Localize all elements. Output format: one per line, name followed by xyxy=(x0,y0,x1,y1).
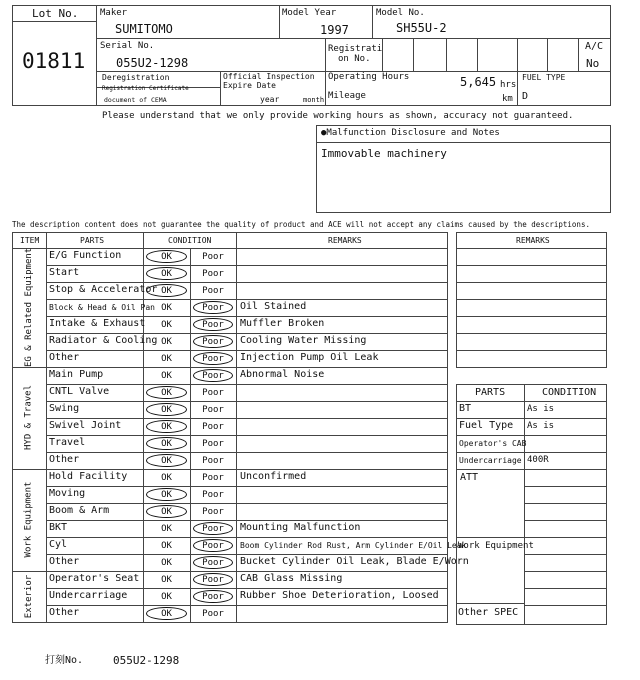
item-header: ITEM xyxy=(20,236,40,245)
right-part-condition: 400R xyxy=(527,455,549,465)
poor-selected-mark xyxy=(193,301,233,314)
ok-selected-mark xyxy=(146,403,187,416)
other-spec-label: Other SPEC xyxy=(458,607,519,618)
remark-text: Abnormal Noise xyxy=(240,369,325,380)
group-label: HYD & Travel xyxy=(23,384,34,451)
poor-selected-mark xyxy=(193,522,233,535)
part-name: Radiator & Cooling xyxy=(49,335,158,346)
ok-option: OK xyxy=(161,609,172,619)
mileage-label: Mileage xyxy=(328,91,366,101)
table-row xyxy=(46,401,448,418)
remark-text: Unconfirmed xyxy=(240,471,307,482)
poor-option: Poor xyxy=(202,388,224,398)
cema-label: document of CEMA xyxy=(104,96,167,104)
part-name: Other xyxy=(49,352,80,363)
operating-hours-value: 5,645 xyxy=(460,75,497,89)
ok-option: OK xyxy=(161,490,172,500)
poor-option: Poor xyxy=(202,252,224,262)
poor-selected-mark xyxy=(193,369,233,382)
remark-text: Cooling Water Missing xyxy=(240,335,367,346)
part-name: Block & Head & Oil Pan xyxy=(49,303,155,312)
poor-selected-mark xyxy=(193,573,233,586)
part-name: Undercarriage xyxy=(49,590,128,601)
fuel-type-value: D xyxy=(522,91,529,102)
ok-selected-mark xyxy=(146,284,187,297)
work-equipment-label: Work Equipment xyxy=(458,541,534,551)
malfunction-title: ●Malfunction Disclosure and Notes xyxy=(321,128,500,138)
inspection-label: Official Inspection xyxy=(223,72,315,81)
part-name: Stop & Accelerator xyxy=(49,284,158,295)
remark-text: CAB Glass Missing xyxy=(240,573,343,584)
registration-certificate-label: Registration Certificate xyxy=(102,85,189,92)
part-name: CNTL Valve xyxy=(49,386,110,397)
poor-option: Poor xyxy=(202,422,224,432)
poor-option: Poor xyxy=(202,269,224,279)
right-parts-header: PARTS xyxy=(475,387,506,398)
table-row xyxy=(46,435,448,452)
part-name: Start xyxy=(49,267,80,278)
footer-label: 打刻No. xyxy=(45,655,84,666)
poor-option: Poor xyxy=(202,405,224,415)
part-name: Swivel Joint xyxy=(49,420,122,431)
part-name: Other xyxy=(49,607,80,618)
right-part-name: BT xyxy=(459,403,472,414)
poor-option: Poor xyxy=(202,507,224,517)
footer-value: 055U2-1298 xyxy=(113,654,180,667)
ok-option: OK xyxy=(161,422,172,432)
deregistration-label: Deregistration xyxy=(102,73,170,82)
group-label: Work Equipment xyxy=(23,481,34,558)
poor-option: Poor xyxy=(202,320,224,330)
table-row xyxy=(46,486,448,503)
poor-selected-mark xyxy=(193,352,233,365)
registration-label-2: on No. xyxy=(338,54,371,64)
model-year-label: Model Year xyxy=(282,8,337,18)
right-part-name: Undercarriage xyxy=(459,456,522,465)
poor-option: Poor xyxy=(202,490,224,500)
remarks-frame xyxy=(456,232,607,368)
part-name: Travel xyxy=(49,437,86,448)
ok-selected-mark xyxy=(146,420,187,433)
remark-text: Boom Cylinder Rod Rust, Arm Cylinder E/Oil Leak xyxy=(240,541,467,550)
right-part-condition: As is xyxy=(527,421,555,431)
ok-selected-mark xyxy=(146,437,187,450)
lot-number: 01811 xyxy=(22,49,86,73)
poor-option: Poor xyxy=(202,303,224,313)
att-label: ATT xyxy=(460,472,479,483)
malfunction-text: Immovable machinery xyxy=(321,147,447,160)
group-label: Exterior xyxy=(23,574,34,618)
poor-selected-mark xyxy=(193,318,233,331)
part-name: Moving xyxy=(49,488,86,499)
right-remarks-header: REMARKS xyxy=(516,236,550,245)
part-name: Intake & Exhaust xyxy=(49,318,146,329)
poor-option: Poor xyxy=(202,286,224,296)
registration-label: Registrati xyxy=(328,44,383,54)
ok-option: OK xyxy=(161,405,172,415)
ok-option: OK xyxy=(161,303,172,313)
part-name: BKT xyxy=(49,522,68,533)
serial-label: Serial No. xyxy=(100,41,155,51)
poor-option: Poor xyxy=(202,337,224,347)
part-name: Hold Facility xyxy=(49,471,128,482)
ac-value: No xyxy=(586,57,600,70)
part-name: Operator's Seat xyxy=(49,573,140,584)
table-row xyxy=(46,265,448,282)
hrs-unit: hrs xyxy=(500,80,517,90)
part-name: Swing xyxy=(49,403,80,414)
poor-option: Poor xyxy=(202,473,224,483)
poor-selected-mark xyxy=(193,590,233,603)
remark-text: Injection Pump Oil Leak xyxy=(240,352,379,363)
right-part-name: Fuel Type xyxy=(459,420,514,431)
poor-option: Poor xyxy=(202,575,224,585)
ok-option: OK xyxy=(161,507,172,517)
ok-option: OK xyxy=(161,252,172,262)
ok-option: OK xyxy=(161,388,172,398)
poor-option: Poor xyxy=(202,558,224,568)
group-label: EG & Related Equipment xyxy=(23,247,34,367)
notice-text: Please understand that we only provide working hours as shown, accuracy not guaranteed. xyxy=(102,111,574,121)
inspection-label-2: Expire Date xyxy=(223,81,276,90)
poor-option: Poor xyxy=(202,371,224,381)
km-unit: km xyxy=(502,94,513,104)
part-name: Main Pump xyxy=(49,369,104,380)
parts-header: PARTS xyxy=(80,236,105,245)
month-label: month xyxy=(303,96,325,104)
ok-option: OK xyxy=(161,473,172,483)
condition-header: CONDITION xyxy=(168,236,212,245)
poor-option: Poor xyxy=(202,592,224,602)
ok-option: OK xyxy=(161,575,172,585)
fuel-type-label: FUEL TYPE xyxy=(522,73,566,82)
poor-option: Poor xyxy=(202,439,224,449)
poor-selected-mark xyxy=(193,539,233,552)
remarks-header: REMARKS xyxy=(328,236,362,245)
ok-option: OK xyxy=(161,337,172,347)
ok-option: OK xyxy=(161,354,172,364)
remark-text: Muffler Broken xyxy=(240,318,325,329)
ok-option: OK xyxy=(161,541,172,551)
serial-value: 055U2-1298 xyxy=(116,56,189,70)
ok-option: OK xyxy=(161,320,172,330)
poor-option: Poor xyxy=(202,456,224,466)
poor-option: Poor xyxy=(202,354,224,364)
ok-option: OK xyxy=(161,558,172,568)
poor-option: Poor xyxy=(202,524,224,534)
remark-text: Rubber Shoe Deterioration, Loosed xyxy=(240,590,439,601)
ok-option: OK xyxy=(161,456,172,466)
ok-selected-mark xyxy=(146,488,187,501)
right-part-condition: As is xyxy=(527,404,555,414)
ok-selected-mark xyxy=(146,505,187,518)
model-no-value: SH55U-2 xyxy=(396,21,447,35)
operating-hours-label: Operating Hours xyxy=(328,72,410,82)
ok-selected-mark xyxy=(146,250,187,263)
ok-option: OK xyxy=(161,286,172,296)
part-name: Other xyxy=(49,454,80,465)
remark-text: Oil Stained xyxy=(240,301,307,312)
remark-text: Mounting Malfunction xyxy=(240,522,361,533)
disclaimer-text: The description content does not guarantee the quality of product and ACE will not accept any claims caused by the descriptions. xyxy=(12,220,590,229)
ok-selected-mark xyxy=(146,386,187,399)
ac-label: A/C xyxy=(585,41,604,52)
maker-value: SUMITOMO xyxy=(115,22,173,36)
ok-selected-mark xyxy=(146,454,187,467)
poor-selected-mark xyxy=(193,335,233,348)
part-name: E/G Function xyxy=(49,250,122,261)
ok-option: OK xyxy=(161,371,172,381)
part-name: Boom & Arm xyxy=(49,505,110,516)
ok-option: OK xyxy=(161,592,172,602)
model-year-value: 1997 xyxy=(320,23,349,37)
ok-selected-mark xyxy=(146,607,187,620)
ok-option: OK xyxy=(161,524,172,534)
model-no-label: Model No. xyxy=(376,8,425,18)
ok-option: OK xyxy=(161,439,172,449)
part-name: Other xyxy=(49,556,80,567)
right-part-name: Operator's CAB xyxy=(459,439,527,448)
part-name: Cyl xyxy=(49,539,68,550)
table-row xyxy=(46,605,448,622)
ok-selected-mark xyxy=(146,267,187,280)
remark-text: Bucket Cylinder Oil Leak, Blade E/Worn xyxy=(240,556,469,567)
lot-label: Lot No. xyxy=(32,7,79,20)
right-condition-header: CONDITION xyxy=(542,387,597,398)
poor-option: Poor xyxy=(202,541,224,551)
ok-option: OK xyxy=(161,269,172,279)
malfunction-box xyxy=(316,125,611,213)
table-row xyxy=(46,452,448,469)
poor-selected-mark xyxy=(193,556,233,569)
maker-label: Maker xyxy=(100,8,128,18)
poor-option: Poor xyxy=(202,609,224,619)
year-label: year xyxy=(260,95,280,104)
